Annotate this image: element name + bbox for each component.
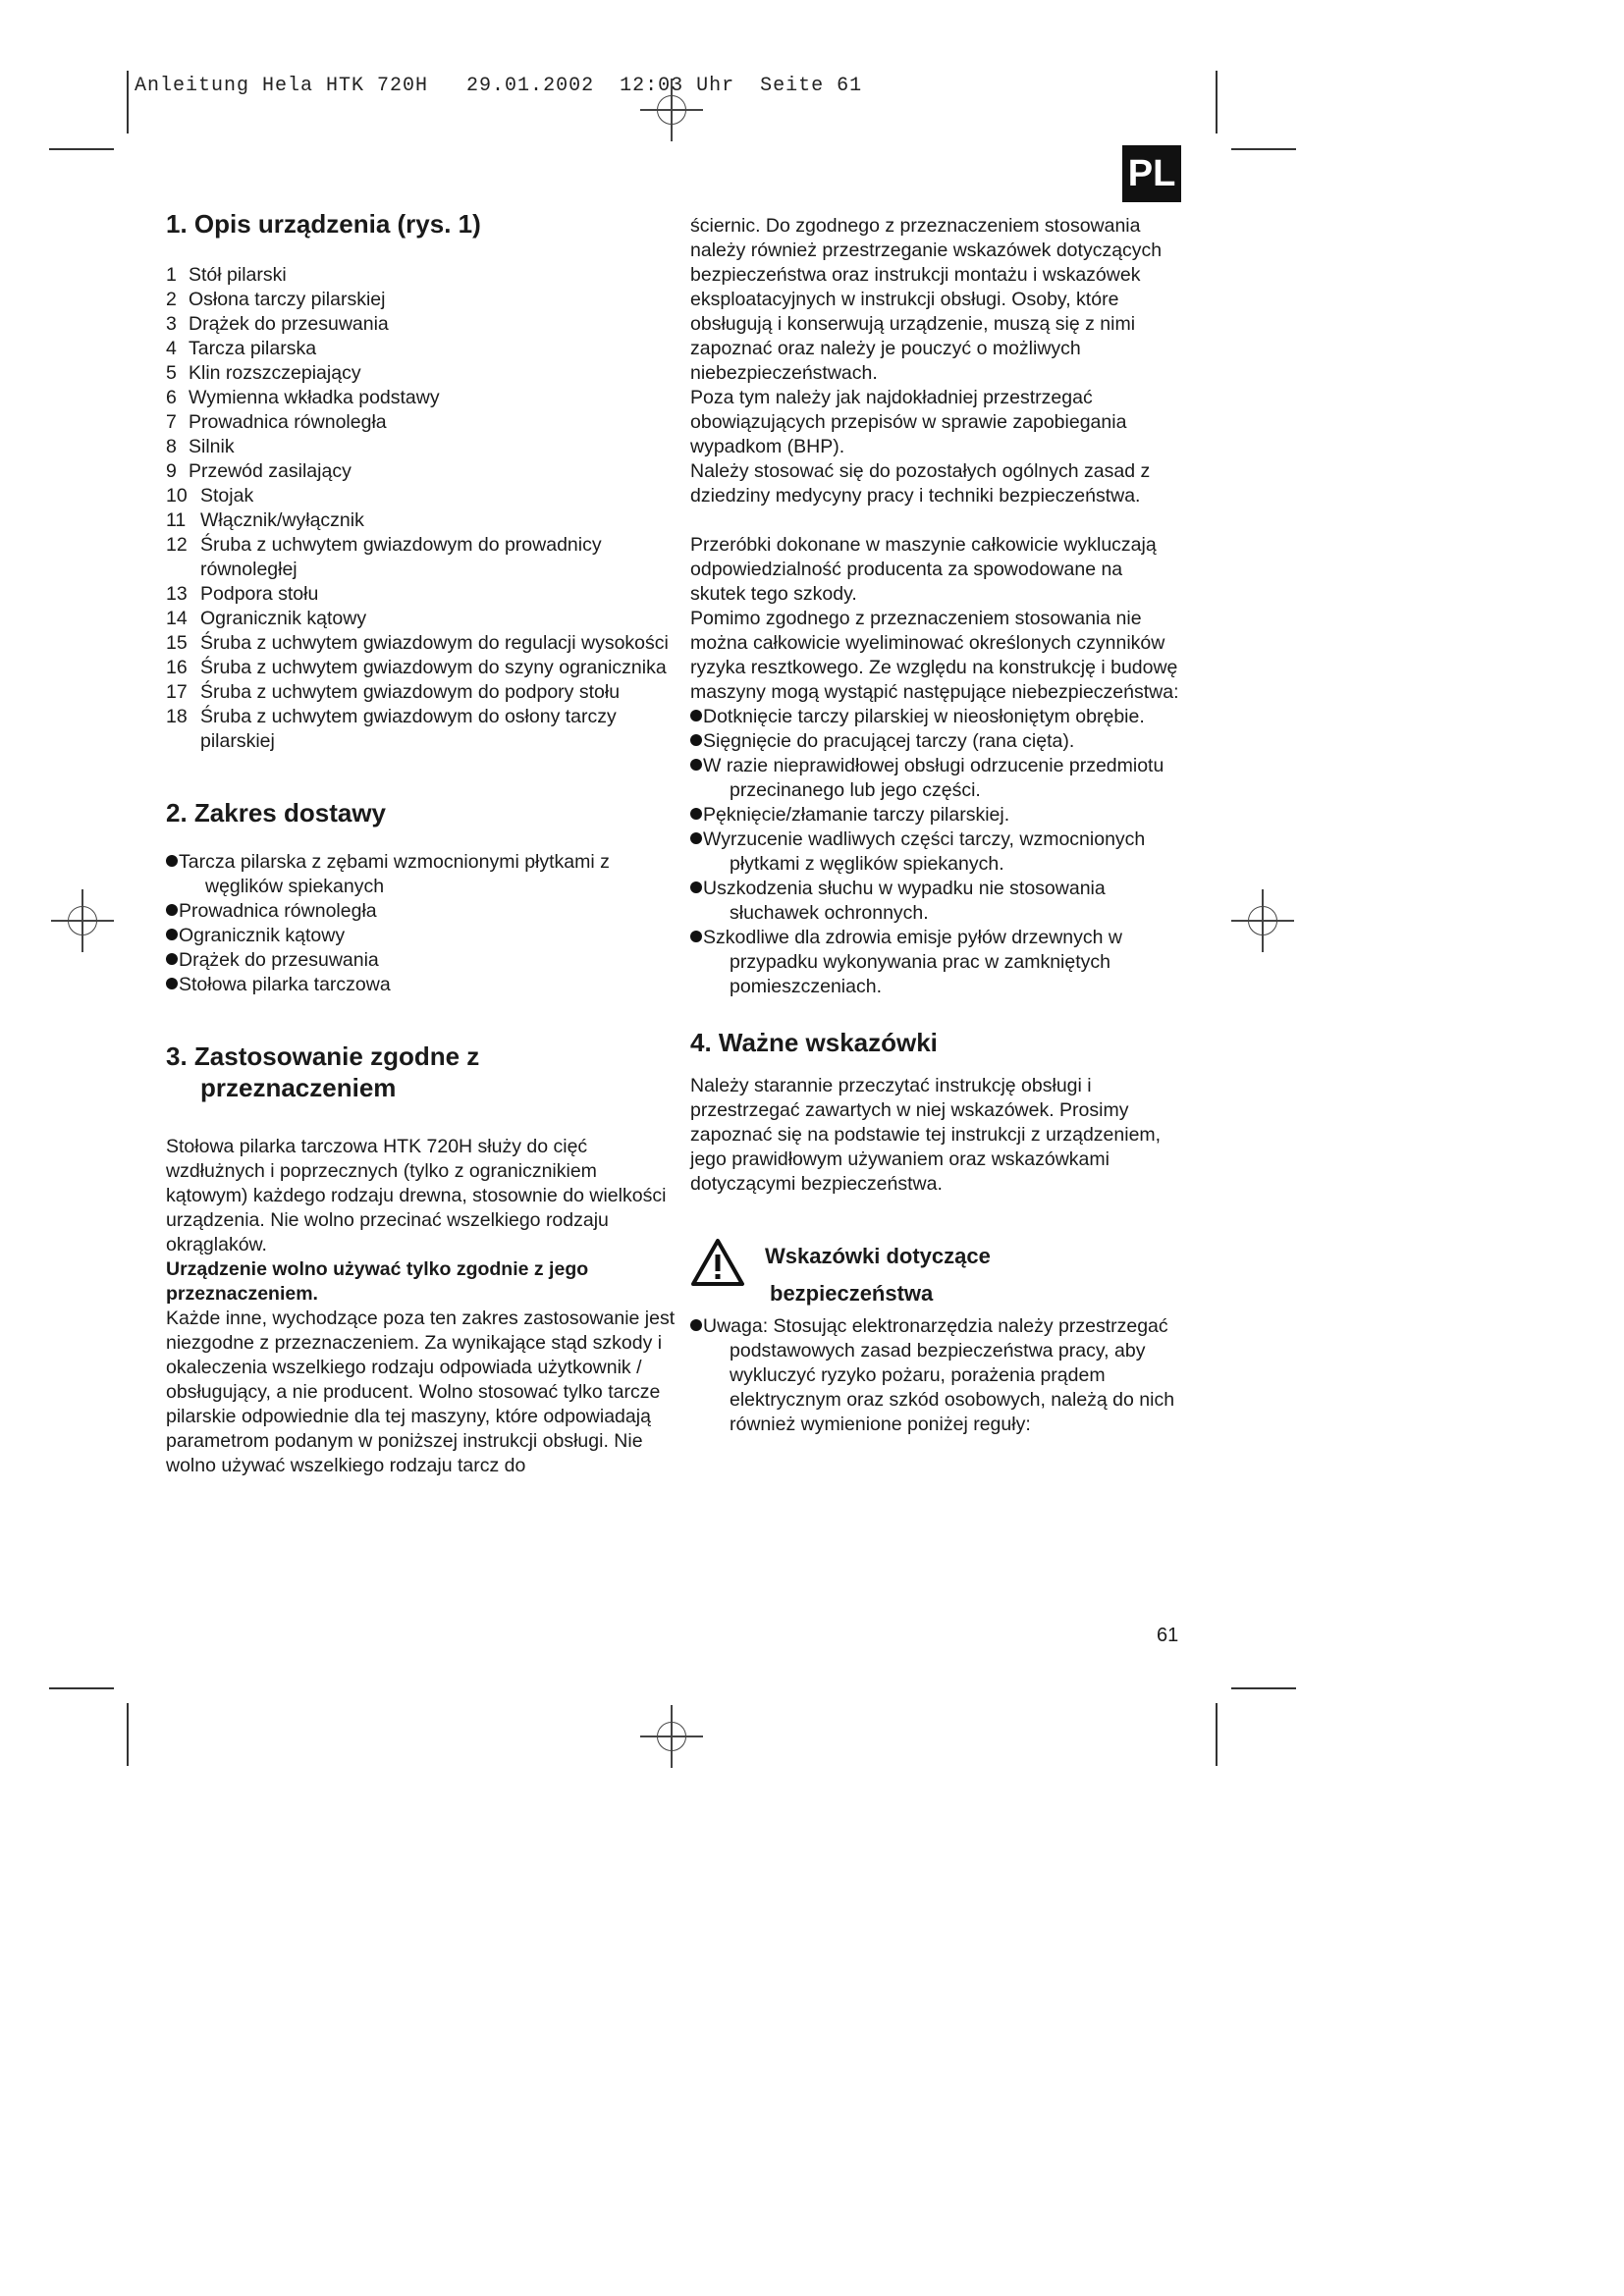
- part-name: Podpora stołu: [200, 583, 319, 605]
- part-name: Stół pilarski: [189, 264, 287, 286]
- section-title-device-description: 1. Opis urządzenia (rys. 1): [166, 209, 481, 239]
- parts-list-item: [166, 337, 677, 361]
- paragraph: Pomimo zgodnego z przeznaczeniem stosowania nie można całkowicie wyeliminować określonych czynników ryzyka resztkowego. Ze względu na konstrukcję i budowę maszyny mogą wystąpić następujące niebezpieczeństwa:: [690, 608, 1179, 703]
- registration-mark-icon: [640, 1705, 703, 1768]
- list-item-text: Prowadnica równoległa: [179, 900, 377, 922]
- part-name: Śruba z uchwytem gwiazdowym do regulacji wysokości: [200, 632, 669, 654]
- list-item-text: Sięgnięcie do pracującej tarczy (rana cięta).: [703, 730, 1075, 752]
- parts-list-item: [166, 656, 677, 680]
- parts-list: [166, 263, 677, 754]
- part-name: Śruba z uchwytem gwiazdowym do podpory stołu: [200, 681, 621, 703]
- parts-list-item: [166, 705, 677, 754]
- parts-list-item: [166, 435, 677, 459]
- part-number: 6: [166, 387, 177, 408]
- crop-mark: [49, 1687, 114, 1689]
- part-name: Śruba z uchwytem gwiazdowym do prowadnicy równoległej: [200, 534, 602, 580]
- crop-mark: [1231, 148, 1296, 150]
- bullet-icon: [690, 808, 702, 820]
- part-number: 17: [166, 681, 188, 703]
- right-column: [690, 214, 1181, 1437]
- list-item-text: Stołowa pilarka tarczowa: [179, 974, 391, 995]
- paragraph: Stołowa pilarka tarczowa HTK 720H służy do cięć wzdłużnych i poprzecznych (tylko z ogranicznikiem kątowym) każdego rodzaju drewna, stosownie do wielkości urządzenia. Nie wolno przecinać wszelkiego rodzaju okrąglaków.: [166, 1136, 667, 1255]
- list-item: [690, 705, 1181, 729]
- registration-mark-icon: [1231, 889, 1294, 952]
- part-number: 14: [166, 608, 188, 629]
- part-number: 8: [166, 436, 177, 457]
- part-name: Prowadnica równoległa: [189, 411, 387, 433]
- list-item: [166, 973, 677, 997]
- part-name: Silnik: [189, 436, 235, 457]
- parts-list-item: [166, 410, 677, 435]
- part-number: 5: [166, 362, 177, 384]
- parts-list-item: [166, 288, 677, 312]
- list-item: [690, 926, 1181, 999]
- parts-list-item: [166, 263, 677, 288]
- part-number: 18: [166, 706, 188, 727]
- list-item-text: Ogranicznik kątowy: [179, 925, 346, 946]
- list-item: [690, 729, 1181, 754]
- bullet-icon: [166, 929, 178, 940]
- paragraph: Poza tym należy jak najdokładniej przestrzegać obowiązujących przepisów w sprawie zapobiegania wypadkom (BHP).: [690, 387, 1127, 457]
- part-number: 2: [166, 289, 177, 310]
- list-item: [690, 877, 1181, 926]
- section-title-line: 3. Zastosowanie zgodne z: [166, 1041, 480, 1071]
- registration-mark-icon: [51, 889, 114, 952]
- bullet-icon: [690, 832, 702, 844]
- list-item-text: Dotknięcie tarczy pilarskiej w nieosłoniętym obrębie.: [703, 706, 1145, 727]
- parts-list-item: [166, 607, 677, 631]
- safety-title-line: bezpieczeństwa: [770, 1281, 934, 1306]
- paragraph: Należy stosować się do pozostałych ogólnych zasad z dziedziny medycyny pracy i techniki bezpieczeństwa.: [690, 460, 1151, 507]
- part-name: Przewód zasilający: [189, 460, 352, 482]
- part-name: Śruba z uchwytem gwiazdowym do osłony tarczy pilarskiej: [200, 706, 617, 752]
- print-slug: Anleitung Hela HTK 720H 29.01.2002 12:03 Uhr Seite 61: [135, 75, 863, 97]
- part-name: Stojak: [200, 485, 254, 507]
- bullet-icon: [690, 734, 702, 746]
- parts-list-item: [166, 533, 677, 582]
- section-title-line: przeznaczeniem: [200, 1073, 397, 1102]
- list-item: [166, 899, 677, 924]
- parts-list-item: [166, 508, 677, 533]
- part-name: Klin rozszczepiający: [189, 362, 361, 384]
- list-item-text: Uwaga: Stosując elektronarzędzia należy przestrzegać podstawowych zasad bezpieczeństwa pracy, aby wykluczyć ryzyko pożaru, porażenia prądem elektrycznym oraz szkód osobowych, należą do nich również wymienione poniżej reguły:: [703, 1315, 1175, 1435]
- part-name: Ogranicznik kątowy: [200, 608, 367, 629]
- part-number: 13: [166, 583, 188, 605]
- list-item-text: Uszkodzenia słuchu w wypadku nie stosowania słuchawek ochronnych.: [703, 878, 1106, 924]
- parts-list-item: [166, 361, 677, 386]
- crop-mark: [127, 71, 129, 133]
- crop-mark: [1216, 71, 1218, 133]
- bullet-icon: [690, 881, 702, 893]
- paragraph: Przeróbki dokonane w maszynie całkowicie wykluczają odpowiedzialność producenta za spowodowane na skutek tego szkody.: [690, 534, 1157, 605]
- part-name: Śruba z uchwytem gwiazdowym do szyny ogranicznika: [200, 657, 667, 678]
- section-title-delivery-scope: 2. Zakres dostawy: [166, 798, 386, 828]
- crop-mark: [127, 1703, 129, 1766]
- parts-list-item: [166, 312, 677, 337]
- part-number: 12: [166, 534, 188, 556]
- part-number: 1: [166, 264, 177, 286]
- left-column: [166, 208, 677, 1478]
- part-name: Drążek do przesuwania: [189, 313, 389, 335]
- warning-triangle-icon: [690, 1238, 745, 1287]
- part-name: Włącznik/wyłącznik: [200, 509, 364, 531]
- parts-list-item: [166, 459, 677, 484]
- bullet-icon: [166, 953, 178, 965]
- residual-risk-list: [690, 705, 1181, 999]
- paragraph: Należy starannie przeczytać instrukcję obsługi i przestrzegać zawartych w niej wskazówek. Prosimy zapoznać się na podstawie tej instrukcji z urządzeniem, jego prawidłowym używaniem oraz wskazówkami dotyczącymi bezpieczeństwa.: [690, 1075, 1162, 1195]
- bullet-icon: [166, 855, 178, 867]
- parts-list-item: [166, 582, 677, 607]
- safety-title: [765, 1238, 991, 1312]
- section-title-important-notes: 4. Ważne wskazówki: [690, 1028, 938, 1057]
- page-number: 61: [1157, 1625, 1179, 1646]
- list-item-text: Pęknięcie/złamanie tarczy pilarskiej.: [703, 804, 1010, 826]
- part-name: Wymienna wkładka podstawy: [189, 387, 440, 408]
- safety-title-line: Wskazówki dotyczące: [765, 1244, 991, 1268]
- list-item: [166, 850, 677, 899]
- part-name: Osłona tarczy pilarskiej: [189, 289, 386, 310]
- safety-heading: [690, 1238, 1181, 1312]
- paragraph: ściernic. Do zgodnego z przeznaczeniem stosowania należy również przestrzeganie wskazówek dotyczących bezpieczeństwa oraz instrukcji montażu i wskazówek eksploatacyjnych w instrukcji obsługi. Osoby, które obsługują i konserwują urządzenie, muszą się z nimi zapoznać oraz należy je pouczyć o możliwych niebezpieczeństwach.: [690, 215, 1163, 384]
- part-number: 15: [166, 632, 188, 654]
- list-item: [166, 948, 677, 973]
- parts-list-item: [166, 386, 677, 410]
- delivery-list: [166, 850, 677, 997]
- bold-paragraph: Urządzenie wolno używać tylko zgodnie z jego przeznaczeniem.: [166, 1258, 589, 1305]
- list-item-text: Drążek do przesuwania: [179, 949, 379, 971]
- language-badge: PL: [1122, 145, 1181, 202]
- list-item: [166, 924, 677, 948]
- part-number: 10: [166, 485, 188, 507]
- bullet-icon: [690, 1319, 702, 1331]
- list-item-text: W razie nieprawidłowej obsługi odrzucenie przedmiotu przecinanego lub jego części.: [703, 755, 1164, 801]
- part-number: 4: [166, 338, 177, 359]
- paragraph: Każde inne, wychodzące poza ten zakres zastosowanie jest niezgodne z przeznaczeniem. Za wynikające stąd szkody i okaleczenia wszelkiego rodzaju odpowiada użytkownik / obsługujący, a nie producent. Wolno stosować tylko tarcze pilarskie odpowiednie dla tej maszyny, które odpowiadają parametrom podanym w poniższej instrukcji obsługi. Nie wolno używać wszelkiego rodzaju tarcz do: [166, 1308, 676, 1476]
- parts-list-item: [166, 631, 677, 656]
- list-item-text: Tarcza pilarska z zębami wzmocnionymi płytkami z węglików spiekanych: [179, 851, 610, 897]
- bullet-icon: [690, 710, 702, 721]
- bullet-icon: [166, 978, 178, 989]
- list-item-text: Wyrzucenie wadliwych części tarczy, wzmocnionych płytkami z węglików spiekanych.: [703, 828, 1146, 875]
- list-item-text: Szkodliwe dla zdrowia emisje pyłów drzewnych w przypadku wykonywania prac w zamkniętych pomieszczeniach.: [703, 927, 1123, 997]
- crop-mark: [1216, 1703, 1218, 1766]
- part-number: 11: [166, 509, 187, 531]
- parts-list-item: [166, 484, 677, 508]
- part-number: 3: [166, 313, 177, 335]
- crop-mark: [49, 148, 114, 150]
- list-item: [690, 754, 1181, 803]
- bullet-icon: [166, 904, 178, 916]
- part-number: 9: [166, 460, 177, 482]
- part-name: Tarcza pilarska: [189, 338, 317, 359]
- bullet-icon: [690, 931, 702, 942]
- part-number: 7: [166, 411, 177, 433]
- part-number: 16: [166, 657, 188, 678]
- safety-list: [690, 1314, 1181, 1437]
- section-title-intended-use: [166, 1041, 677, 1103]
- list-item: [690, 803, 1181, 828]
- list-item: [690, 828, 1181, 877]
- parts-list-item: [166, 680, 677, 705]
- list-item: [690, 1314, 1181, 1437]
- bullet-icon: [690, 759, 702, 771]
- crop-mark: [1231, 1687, 1296, 1689]
